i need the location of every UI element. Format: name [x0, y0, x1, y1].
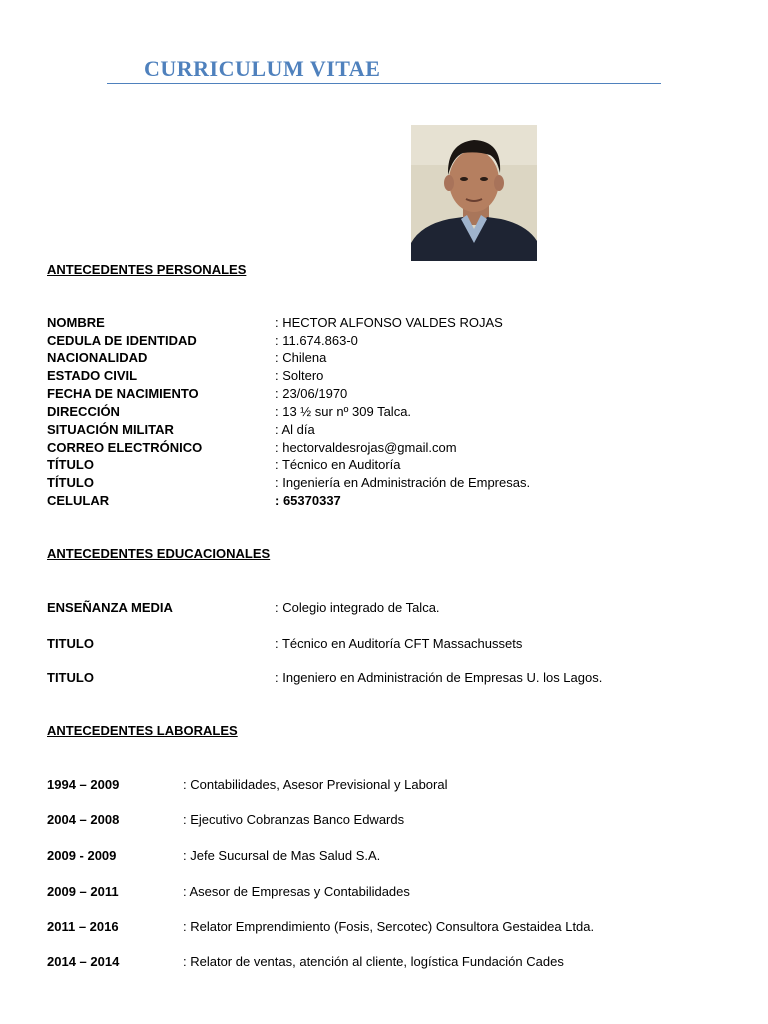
field-value: : Técnico en Auditoría CFT Massachussets	[275, 636, 523, 651]
work-period: 2009 – 2011	[47, 884, 119, 899]
field-value: : Ingeniero en Administración de Empresas U. los Lagos.	[275, 670, 603, 685]
email-value: : hectorvaldesrojas@gmail.com	[275, 440, 457, 455]
field-value: : Chilena	[275, 350, 327, 365]
work-description: : Ejecutivo Cobranzas Banco Edwards	[183, 812, 405, 827]
field-label: FECHA DE NACIMIENTO	[47, 386, 199, 401]
section-heading-education: ANTECEDENTES EDUCACIONALES	[47, 546, 271, 561]
field-label: TÍTULO	[47, 475, 94, 490]
field-value: : Soltero	[275, 368, 324, 383]
field-label: SITUACIÓN MILITAR	[47, 422, 174, 437]
work-period: 2011 – 2016	[47, 919, 119, 934]
work-period: 1994 – 2009	[47, 777, 120, 792]
field-label: DIRECCIÓN	[47, 404, 120, 419]
field-label: TÍTULO	[47, 457, 94, 472]
field-label: ESTADO CIVIL	[47, 368, 138, 383]
profile-photo	[411, 125, 537, 261]
work-description: : Asesor de Empresas y Contabilidades	[183, 884, 410, 899]
field-value: : Colegio integrado de Talca.	[275, 600, 440, 615]
field-value: : 13 ½ sur nº 309 Talca.	[275, 404, 412, 419]
work-description: : Relator de ventas, atención al cliente, logística Fundación Cades	[183, 954, 564, 969]
field-label: CORREO ELECTRÓNICO	[47, 440, 203, 455]
section-heading-work: ANTECEDENTES LABORALES	[47, 723, 238, 738]
field-value: : 65370337	[275, 493, 341, 508]
field-value: : 23/06/1970	[275, 386, 348, 401]
field-label: NOMBRE	[47, 315, 105, 330]
work-period: 2004 – 2008	[47, 812, 120, 827]
field-value: : 11.674.863-0	[275, 333, 358, 348]
field-label: TITULO	[47, 636, 94, 651]
field-value: : Al día	[275, 422, 315, 437]
field-label: CELULAR	[47, 493, 110, 508]
work-description: : Jefe Sucursal de Mas Salud S.A.	[183, 848, 381, 863]
work-period: 2014 – 2014	[47, 954, 120, 969]
title-divider	[107, 83, 661, 84]
field-value: : HECTOR ALFONSO VALDES ROJAS	[275, 315, 503, 330]
field-label: NACIONALIDAD	[47, 350, 148, 365]
field-value: : Técnico en Auditoría	[275, 457, 401, 472]
work-period: 2009 - 2009	[47, 848, 117, 863]
field-value: : Ingeniería en Administración de Empresas.	[275, 475, 531, 490]
work-description: : Relator Emprendimiento (Fosis, Sercotec) Consultora Gestaidea Ltda.	[183, 919, 595, 934]
work-description: : Contabilidades, Asesor Previsional y Laboral	[183, 777, 448, 792]
page-title: CURRICULUM VITAE	[144, 56, 381, 81]
field-label: CEDULA DE IDENTIDAD	[47, 333, 197, 348]
field-label: TITULO	[47, 670, 94, 685]
field-label: ENSEÑANZA MEDIA	[47, 600, 173, 615]
section-heading-personal: ANTECEDENTES PERSONALES	[47, 262, 247, 277]
